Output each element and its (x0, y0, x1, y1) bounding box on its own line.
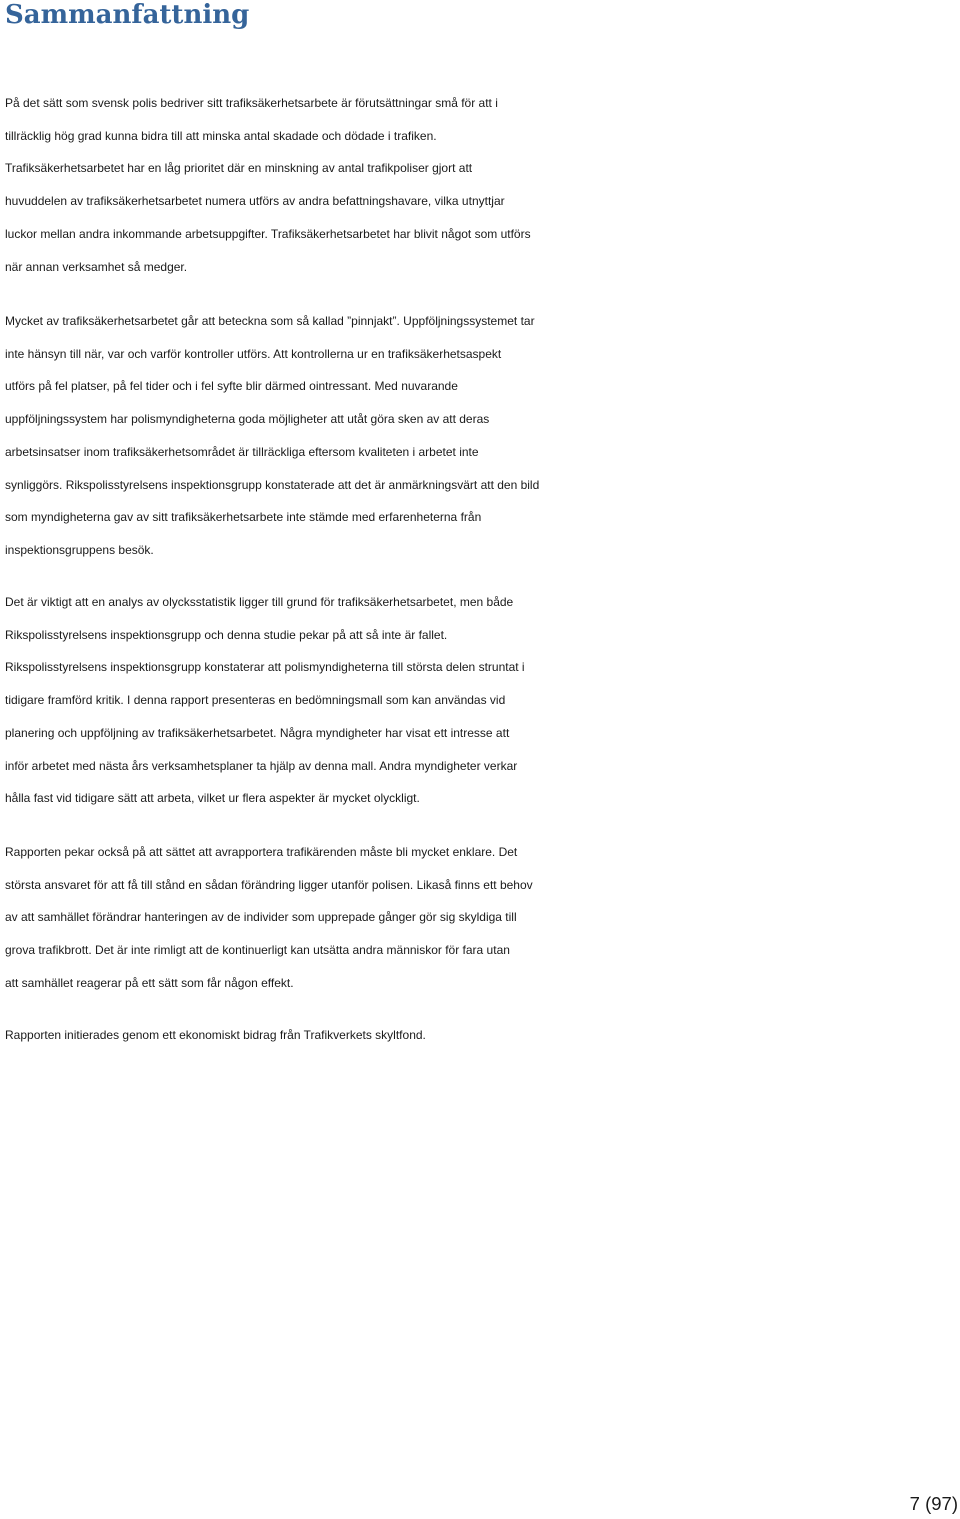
text-line: av att samhället förändrar hanteringen av de individer som upprepade gånger gör sig skyldiga till (5, 910, 517, 925)
paragraph-1 (5, 87, 957, 283)
text-line: största ansvaret för att få till stånd en sådan förändring ligger utanför polisen. Likaså finns ett behov (5, 877, 533, 892)
page-number: 7 (97) (909, 1493, 958, 1514)
text-line: uppföljningssystem har polismyndigheterna goda möjligheter att utåt göra sken av att deras (5, 412, 490, 427)
text-line: tidigare framförd kritik. I denna rapport presenteras en bedömningsmall som kan användas vid (5, 693, 506, 708)
text-line: arbetsinsatser inom trafiksäkerhetsområdet är tillräckliga eftersom kvaliteten i arbetet inte (5, 444, 479, 459)
text-line: huvuddelen av trafiksäkerhetsarbetet numera utförs av andra befattningshavare, vilka utnyttjar (5, 194, 505, 209)
text-line: Rikspolisstyrelsens inspektionsgrupp och denna studie pekar på att så inte är fallet. (5, 627, 448, 642)
text-line: Rikspolisstyrelsens inspektionsgrupp konstaterar att polismyndigheterna till största delen struntat i (5, 660, 525, 675)
paragraph-3 (5, 586, 957, 815)
paragraph-5 (5, 1019, 957, 1052)
text-line: Trafiksäkerhetsarbetet har en låg prioritet där en minskning av antal trafikpoliser gjort att (5, 161, 473, 176)
page-title: Sammanfattning (5, 0, 250, 30)
text-line: utförs på fel platser, på fel tider och i fel syfte blir därmed ointressant. Med nuvarande (5, 379, 458, 394)
text-line: Rapporten pekar också på att sättet att avrapportera trafikärenden måste bli mycket enklare. Det (5, 845, 518, 859)
text-line: inför arbetet med nästa års verksamhetsplaner ta hjälp av denna mall. Andra myndigheter verkar (5, 758, 518, 773)
text-line: grova trafikbrott. Det är inte rimligt att de kontinuerligt kan utsätta andra människor för fara utan (5, 943, 510, 958)
text-line: inspektionsgruppens besök. (5, 542, 154, 557)
paragraph-4 (5, 836, 957, 1000)
text-line: som myndigheterna gav av sitt trafiksäkerhetsarbete inte stämde med erfarenheterna från (5, 510, 482, 525)
text-line: hålla fast vid tidigare sätt att arbeta, vilket ur flera aspekter är mycket olyckligt. (5, 791, 420, 806)
text-line: luckor mellan andra inkommande arbetsuppgifter. Trafiksäkerhetsarbetet har blivit något som utförs (5, 226, 531, 241)
text-line: när annan verksamhet så medger. (5, 259, 188, 274)
paragraph-2 (5, 305, 957, 567)
text-line: Mycket av trafiksäkerhetsarbetet går att beteckna som så kallad ”pinnjakt”. Uppföljningssystemet tar (5, 314, 535, 328)
text-line: att samhället reagerar på ett sätt som får någon effekt. (5, 975, 294, 990)
text-line: Rapporten initierades genom ett ekonomiskt bidrag från Trafikverkets skyltfond. (5, 1028, 426, 1042)
text-line: På det sätt som svensk polis bedriver sitt trafiksäkerhetsarbete är förutsättningar små för att i (5, 96, 498, 110)
text-line: inte hänsyn till när, var och varför kontroller utförs. Att kontrollerna ur en trafiksäkerhetsaspekt (5, 346, 502, 361)
text-line: planering och uppföljning av trafiksäkerhetsarbetet. Några myndigheter har visat ett intresse att (5, 725, 510, 740)
text-line: tillräcklig hög grad kunna bidra till att minska antal skadade och dödade i trafiken. (5, 128, 437, 143)
text-line: synliggörs. Rikspolisstyrelsens inspektionsgrupp konstaterade att det är anmärkningsvärt att den bild (5, 477, 540, 492)
text-line: Det är viktigt att en analys av olycksstatistik ligger till grund för trafiksäkerhetsarbetet, men både (5, 595, 514, 609)
